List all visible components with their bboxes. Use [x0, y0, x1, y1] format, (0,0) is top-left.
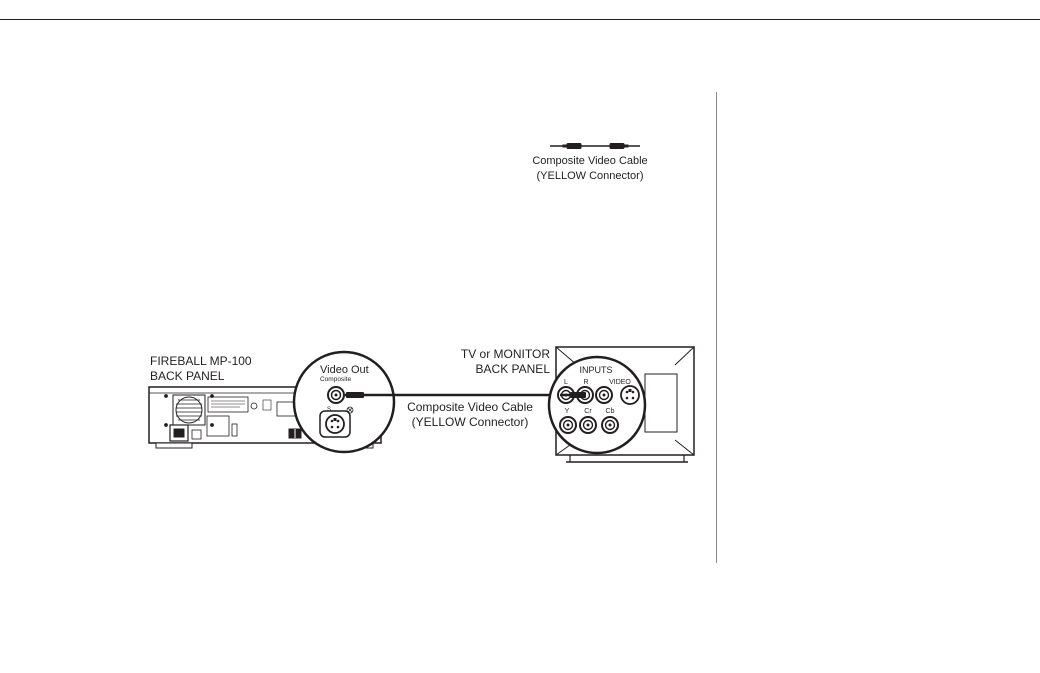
cable-label [399, 400, 541, 430]
label-y: Y [564, 408, 570, 415]
legend-cable-line1: Composite Video Cable [532, 155, 648, 167]
s-video-label: S [327, 407, 332, 413]
legend-cable-icon [550, 144, 640, 149]
cable-line2: (YELLOW Connector) [411, 415, 529, 429]
device-name-label [150, 354, 252, 384]
cable-line1: Composite Video Cable [407, 400, 533, 414]
video-out-label: Video Out [320, 364, 369, 376]
label-l: L [564, 379, 568, 386]
label-video: VIDEO [609, 379, 631, 386]
legend-cable-line2: (YELLOW Connector) [536, 170, 644, 182]
tv-inputs-magnifier [549, 357, 645, 453]
tv-name-line1: TV or MONITOR [460, 347, 550, 361]
inputs-label: INPUTS [579, 365, 613, 375]
label-r: R [583, 379, 589, 386]
composite-label: Composite [320, 376, 352, 383]
device-name-line1: FIREBALL MP-100 [150, 354, 252, 368]
tv-name-line2: BACK PANEL [475, 362, 550, 376]
device-name-line2: BACK PANEL [150, 369, 225, 383]
label-cb: Cb [605, 408, 615, 415]
label-cr: Cr [584, 408, 592, 415]
tv-name-label [440, 347, 550, 377]
legend-cable-label [530, 154, 650, 184]
